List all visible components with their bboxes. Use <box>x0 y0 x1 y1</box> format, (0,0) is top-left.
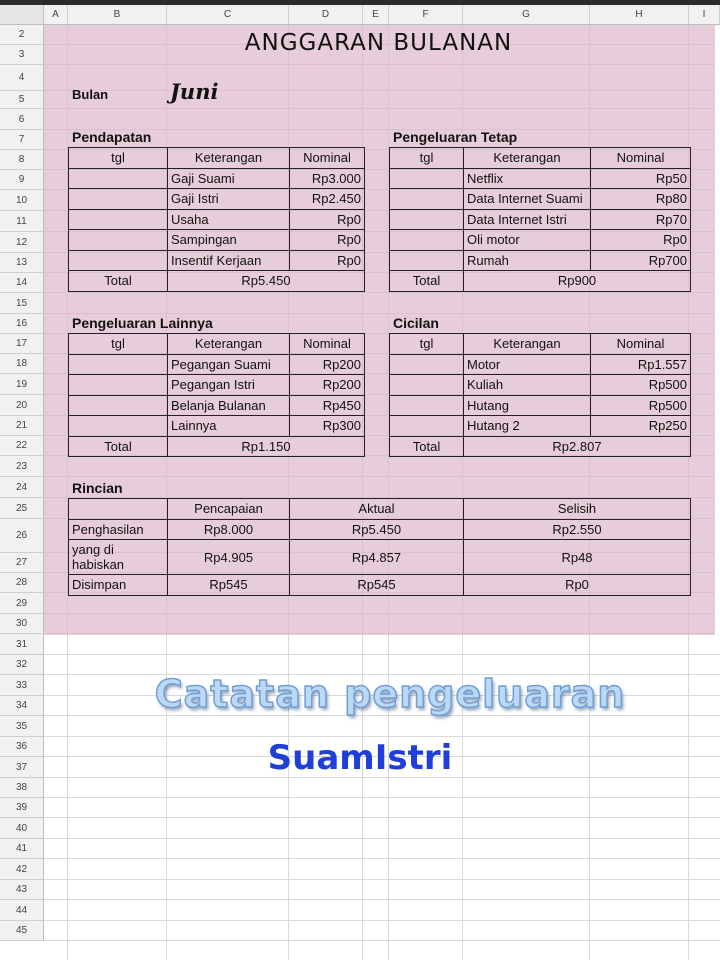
nominal-cell[interactable]: Rp2.450 <box>290 189 365 210</box>
pink-gridline <box>44 292 715 293</box>
table-row <box>69 354 365 375</box>
bulan-value[interactable]: Juni <box>170 79 219 104</box>
keterangan-cell[interactable]: Hutang 2 <box>464 416 591 437</box>
row-header-7[interactable]: 7 <box>0 130 44 150</box>
column-label[interactable]: Nominal <box>591 334 691 355</box>
keterangan-cell[interactable]: Belanja Bulanan <box>168 395 290 416</box>
keterangan-cell[interactable]: Oli motor <box>464 230 591 251</box>
column-label[interactable]: Keterangan <box>168 334 290 355</box>
keterangan-cell[interactable]: Lainnya <box>168 416 290 437</box>
pencapaian-cell[interactable]: Rp4.905 <box>168 540 290 575</box>
row-header-2[interactable]: 2 <box>0 25 44 45</box>
column-label[interactable]: tgl <box>69 334 168 355</box>
column-label[interactable]: Keterangan <box>464 148 591 169</box>
row-header-15[interactable]: 15 <box>0 293 44 314</box>
keterangan-cell[interactable]: Pegangan Istri <box>168 375 290 396</box>
column-label[interactable]: Aktual <box>290 499 464 520</box>
keterangan-cell[interactable]: Motor <box>464 354 591 375</box>
table-row <box>390 230 691 251</box>
header-row <box>69 334 365 355</box>
aktual-cell[interactable]: Rp545 <box>290 575 464 596</box>
column-label[interactable]: Nominal <box>591 148 691 169</box>
table-row <box>390 250 691 271</box>
nominal-cell[interactable]: Rp250 <box>591 416 691 437</box>
tgl-cell[interactable] <box>390 230 464 251</box>
keterangan-cell[interactable]: Hutang <box>464 395 591 416</box>
total-row <box>390 271 691 292</box>
pendapatan-table <box>68 147 365 292</box>
row-header-42[interactable]: 42 <box>0 859 44 880</box>
row-header-14[interactable]: 14 <box>0 273 44 293</box>
total-value[interactable]: Rp5.450 <box>168 271 365 292</box>
row-header-27[interactable]: 27 <box>0 553 44 573</box>
cicilan-table <box>389 333 691 457</box>
pendapatan-heading[interactable]: Pendapatan <box>72 129 152 145</box>
row-header-16[interactable]: 16 <box>0 314 44 334</box>
header-row <box>390 148 691 169</box>
row-header-21[interactable]: 21 <box>0 416 44 436</box>
table-row <box>390 189 691 210</box>
row-header-33[interactable]: 33 <box>0 675 44 696</box>
tetap-table <box>389 147 691 292</box>
tgl-cell[interactable] <box>69 168 168 189</box>
row-header-31[interactable]: 31 <box>0 634 44 655</box>
pink-gridline <box>44 613 715 614</box>
row-header-4[interactable]: 4 <box>0 65 44 91</box>
table-row <box>69 209 365 230</box>
tgl-cell[interactable] <box>69 395 168 416</box>
row-header-19[interactable]: 19 <box>0 374 44 395</box>
row-header-39[interactable]: 39 <box>0 798 44 818</box>
row-header-35[interactable]: 35 <box>0 716 44 737</box>
row-header-24[interactable]: 24 <box>0 477 44 498</box>
gridline <box>44 838 720 839</box>
column-label[interactable]: Pencapaian <box>168 499 290 520</box>
column-header-i[interactable]: I <box>689 5 720 25</box>
tgl-cell[interactable] <box>390 250 464 271</box>
table-row <box>69 519 691 540</box>
column-header-f[interactable]: F <box>389 5 463 25</box>
nominal-cell[interactable]: Rp500 <box>591 395 691 416</box>
table-row <box>69 540 691 575</box>
column-header-d[interactable]: D <box>289 5 363 25</box>
row-header-11[interactable]: 11 <box>0 211 44 232</box>
pink-gridline <box>44 90 715 91</box>
nominal-cell[interactable]: Rp0 <box>591 230 691 251</box>
lainnya-heading[interactable]: Pengeluaran Lainnya <box>72 315 213 331</box>
sheet-title[interactable]: ANGGARAN BULANAN <box>244 30 513 56</box>
table-row <box>69 395 365 416</box>
nominal-cell[interactable]: Rp700 <box>591 250 691 271</box>
total-label[interactable]: Total <box>69 271 168 292</box>
column-label[interactable]: Selisih <box>464 499 691 520</box>
table-row <box>69 250 365 271</box>
column-header-c[interactable]: C <box>167 5 289 25</box>
gridline <box>44 654 720 655</box>
keterangan-cell[interactable]: Kuliah <box>464 375 591 396</box>
table-row <box>69 189 365 210</box>
table-row <box>390 209 691 230</box>
empty-cell[interactable] <box>69 499 168 520</box>
row-header-18[interactable]: 18 <box>0 354 44 374</box>
gridline <box>44 879 720 880</box>
rincian-heading[interactable]: Rincian <box>72 480 123 496</box>
pink-gridline <box>44 476 715 477</box>
keterangan-cell[interactable]: Gaji Suami <box>168 168 290 189</box>
caption-subtitle[interactable]: SuamIstri <box>267 738 453 778</box>
row-header-17[interactable]: 17 <box>0 334 44 354</box>
row-header-8[interactable]: 8 <box>0 150 44 170</box>
nominal-cell[interactable]: Rp300 <box>290 416 365 437</box>
selisih-cell[interactable]: Rp0 <box>464 575 691 596</box>
pencapaian-cell[interactable]: Rp545 <box>168 575 290 596</box>
header-row <box>390 334 691 355</box>
gridline <box>44 736 720 737</box>
nominal-cell[interactable]: Rp0 <box>290 209 365 230</box>
row-header-37[interactable]: 37 <box>0 757 44 778</box>
nominal-cell[interactable]: Rp200 <box>290 354 365 375</box>
column-label[interactable]: tgl <box>69 148 168 169</box>
gridline <box>44 920 720 921</box>
tetap-heading[interactable]: Pengeluaran Tetap <box>393 129 518 145</box>
nominal-cell[interactable]: Rp70 <box>591 209 691 230</box>
column-label[interactable]: tgl <box>390 148 464 169</box>
tgl-cell[interactable] <box>390 209 464 230</box>
row-header-3[interactable]: 3 <box>0 45 44 65</box>
gridline <box>44 899 720 900</box>
selisih-cell[interactable]: Rp2.550 <box>464 519 691 540</box>
row-header-40[interactable]: 40 <box>0 818 44 839</box>
column-label[interactable]: Nominal <box>290 148 365 169</box>
aktual-cell[interactable]: Rp4.857 <box>290 540 464 575</box>
keterangan-cell[interactable]: Data Internet Suami <box>464 189 591 210</box>
total-value[interactable]: Rp2.807 <box>464 436 691 457</box>
row-header-20[interactable]: 20 <box>0 395 44 416</box>
row-header-43[interactable]: 43 <box>0 880 44 900</box>
table-row <box>390 354 691 375</box>
keterangan-cell[interactable]: Gaji Istri <box>168 189 290 210</box>
keterangan-cell[interactable]: Netflix <box>464 168 591 189</box>
table-row <box>69 168 365 189</box>
row-header-10[interactable]: 10 <box>0 190 44 211</box>
tgl-cell[interactable] <box>390 416 464 437</box>
keterangan-cell[interactable]: Sampingan <box>168 230 290 251</box>
pink-gridline <box>44 313 715 314</box>
rincian-table <box>68 498 691 596</box>
gridline <box>44 858 720 859</box>
row-header-29[interactable]: 29 <box>0 593 44 614</box>
row-header-9[interactable]: 9 <box>0 170 44 190</box>
row-header-22[interactable]: 22 <box>0 436 44 456</box>
tgl-cell[interactable] <box>69 230 168 251</box>
column-label[interactable]: tgl <box>390 334 464 355</box>
pencapaian-cell[interactable]: Rp8.000 <box>168 519 290 540</box>
total-value[interactable]: Rp1.150 <box>168 436 365 457</box>
tgl-cell[interactable] <box>69 209 168 230</box>
row-label[interactable]: Penghasilan <box>69 519 168 540</box>
caption-wordart[interactable]: Catatan pengeluaran <box>154 672 626 716</box>
row-header-12[interactable]: 12 <box>0 232 44 253</box>
tgl-cell[interactable] <box>390 189 464 210</box>
aktual-cell[interactable]: Rp5.450 <box>290 519 464 540</box>
row-label[interactable]: yang di habiskan <box>69 540 168 575</box>
select-all-corner[interactable] <box>0 5 44 25</box>
keterangan-cell[interactable]: Rumah <box>464 250 591 271</box>
column-header-e[interactable]: E <box>363 5 389 25</box>
header-row <box>69 499 691 520</box>
row-header-41[interactable]: 41 <box>0 839 44 859</box>
table-row <box>390 395 691 416</box>
total-row <box>69 271 365 292</box>
keterangan-cell[interactable]: Insentif Kerjaan <box>168 250 290 271</box>
gridline <box>44 817 720 818</box>
column-label[interactable]: Keterangan <box>168 148 290 169</box>
nominal-cell[interactable]: Rp0 <box>290 250 365 271</box>
tgl-cell[interactable] <box>390 354 464 375</box>
header-row <box>69 148 365 169</box>
lainnya-table <box>68 333 365 457</box>
total-label[interactable]: Total <box>390 271 464 292</box>
bulan-label[interactable]: Bulan <box>72 87 109 102</box>
nominal-cell[interactable]: Rp1.557 <box>591 354 691 375</box>
table-row <box>69 575 691 596</box>
table-row <box>390 168 691 189</box>
keterangan-cell[interactable]: Pegangan Suami <box>168 354 290 375</box>
tgl-cell[interactable] <box>69 416 168 437</box>
nominal-cell[interactable]: Rp50 <box>591 168 691 189</box>
row-header-44[interactable]: 44 <box>0 900 44 921</box>
total-row <box>390 436 691 457</box>
row-header-38[interactable]: 38 <box>0 778 44 798</box>
pink-gridline <box>44 633 715 634</box>
tgl-cell[interactable] <box>390 395 464 416</box>
row-header-23[interactable]: 23 <box>0 456 44 477</box>
total-label[interactable]: Total <box>390 436 464 457</box>
total-value[interactable]: Rp900 <box>464 271 691 292</box>
table-row <box>69 416 365 437</box>
row-header-28[interactable]: 28 <box>0 573 44 593</box>
row-header-32[interactable]: 32 <box>0 655 44 675</box>
nominal-cell[interactable]: Rp450 <box>290 395 365 416</box>
keterangan-cell[interactable]: Data Internet Istri <box>464 209 591 230</box>
tgl-cell[interactable] <box>69 375 168 396</box>
total-row <box>69 436 365 457</box>
row-header-34[interactable]: 34 <box>0 696 44 716</box>
table-row <box>69 375 365 396</box>
row-header-30[interactable]: 30 <box>0 614 44 634</box>
gridline <box>44 940 720 941</box>
column-header-b[interactable]: B <box>68 5 167 25</box>
row-header-13[interactable]: 13 <box>0 253 44 273</box>
column-label[interactable]: Nominal <box>290 334 365 355</box>
nominal-cell[interactable]: Rp3.000 <box>290 168 365 189</box>
row-header-45[interactable]: 45 <box>0 921 44 941</box>
cicilan-heading[interactable]: Cicilan <box>393 315 439 331</box>
tgl-cell[interactable] <box>390 168 464 189</box>
total-label[interactable]: Total <box>69 436 168 457</box>
selisih-cell[interactable]: Rp48 <box>464 540 691 575</box>
column-header-a[interactable]: A <box>44 5 68 25</box>
pink-gridline <box>44 64 715 65</box>
nominal-cell[interactable]: Rp80 <box>591 189 691 210</box>
gridline <box>44 797 720 798</box>
column-label[interactable]: Keterangan <box>464 334 591 355</box>
column-header-h[interactable]: H <box>590 5 689 25</box>
row-header-6[interactable]: 6 <box>0 109 44 130</box>
pink-gridline <box>44 108 715 109</box>
row-header-36[interactable]: 36 <box>0 737 44 757</box>
column-header-g[interactable]: G <box>463 5 590 25</box>
tgl-cell[interactable] <box>390 375 464 396</box>
row-label[interactable]: Disimpan <box>69 575 168 596</box>
table-row <box>69 230 365 251</box>
nominal-cell[interactable]: Rp0 <box>290 230 365 251</box>
tgl-cell[interactable] <box>69 354 168 375</box>
row-header-26[interactable]: 26 <box>0 519 44 553</box>
tgl-cell[interactable] <box>69 250 168 271</box>
table-row <box>390 416 691 437</box>
table-row <box>390 375 691 396</box>
row-header-25[interactable]: 25 <box>0 498 44 519</box>
nominal-cell[interactable]: Rp200 <box>290 375 365 396</box>
nominal-cell[interactable]: Rp500 <box>591 375 691 396</box>
tgl-cell[interactable] <box>69 189 168 210</box>
row-header-5[interactable]: 5 <box>0 91 44 109</box>
keterangan-cell[interactable]: Usaha <box>168 209 290 230</box>
